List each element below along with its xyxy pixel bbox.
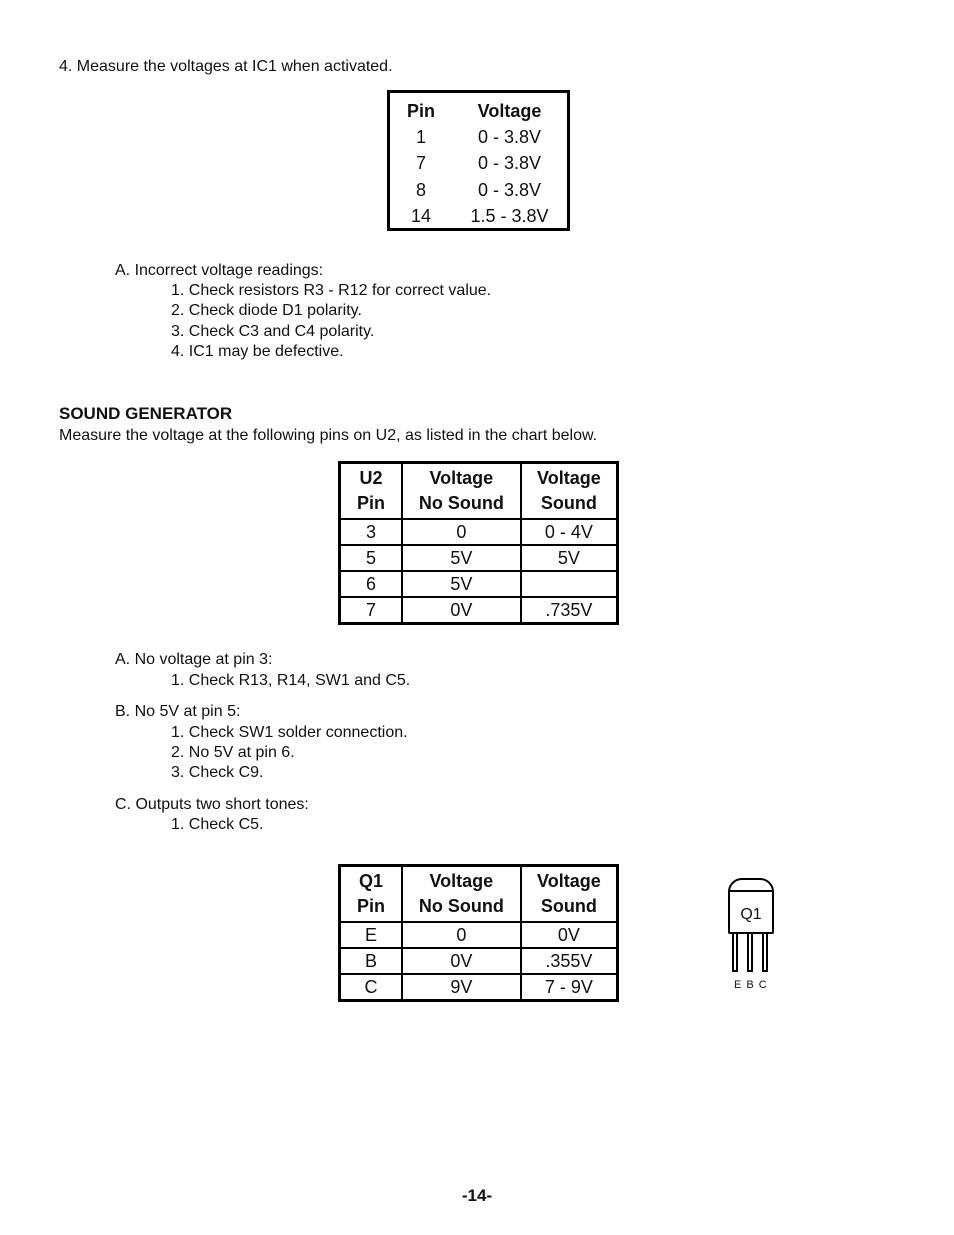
table-cell: 0V: [402, 597, 521, 624]
header-line: No Sound: [418, 896, 504, 916]
header-line: Pin: [356, 493, 385, 513]
u2-header-sound: [521, 463, 618, 520]
ic1-pin-cell: 14: [410, 206, 432, 226]
ic1-table-row: [390, 203, 567, 229]
ic1-voltage-cell: 0 - 3.8V: [477, 180, 542, 200]
table-cell: 0: [402, 922, 521, 948]
table-cell: 5V: [521, 545, 618, 571]
header-line: Sound: [540, 493, 597, 513]
u2-header-pin: [340, 463, 402, 520]
q1-table-header: [340, 866, 618, 923]
table-row: [340, 571, 618, 597]
table-row: [340, 948, 618, 974]
header-line: Sound: [540, 896, 597, 916]
u2-voltage-table: [338, 461, 619, 625]
q1-header-pin: [340, 866, 402, 923]
ic1-header-pin: Pin: [406, 101, 435, 121]
header-line: Voltage: [537, 468, 601, 488]
q1-header-sound: [521, 866, 618, 923]
table-cell: 7 - 9V: [521, 974, 618, 1001]
table-cell: 0: [402, 519, 521, 545]
ic1-voltage-cell: 0 - 3.8V: [477, 127, 542, 147]
step-4-instruction: 4. Measure the voltages at IC1 when activated.: [59, 58, 393, 75]
section-title-sound-generator: SOUND GENERATOR: [59, 404, 233, 423]
ic1-voltage-cell: 0 - 3.8V: [477, 153, 542, 173]
table-cell: B: [340, 948, 402, 974]
u2-troubleshoot-c-heading: C. Outputs two short tones:: [115, 796, 309, 813]
table-cell: 5: [340, 545, 402, 571]
u2-header-no-sound: [402, 463, 521, 520]
header-line: No Sound: [418, 493, 504, 513]
ic1-table-row: [390, 124, 567, 150]
table-cell: 9V: [402, 974, 521, 1001]
table-row: [340, 922, 618, 948]
table-cell: 0 - 4V: [521, 519, 618, 545]
ic1-table-header: [390, 98, 567, 124]
page-number: -14-: [461, 1186, 493, 1205]
header-line: U2: [359, 468, 383, 488]
table-cell: E: [340, 922, 402, 948]
ic1-pin-cell: 7: [415, 153, 426, 173]
u2-troubleshoot-a-heading: A. No voltage at pin 3:: [115, 651, 273, 668]
header-line: Voltage: [429, 871, 494, 891]
table-cell: .355V: [521, 948, 618, 974]
header-line: Q1: [358, 871, 383, 891]
table-cell: 0V: [402, 948, 521, 974]
header-line: Voltage: [537, 871, 601, 891]
sound-generator-intro: Measure the voltage at the following pins on U2, as listed in the chart below.: [59, 427, 598, 444]
q1-header-no-sound: [402, 866, 521, 923]
header-line: Pin: [356, 896, 385, 916]
table-cell: C: [340, 974, 402, 1001]
table-cell: 5V: [402, 571, 521, 597]
ic1-table-row: [390, 177, 567, 203]
transistor-leg-emitter: [732, 934, 738, 972]
header-line: Voltage: [429, 468, 494, 488]
ic1-table-row: [390, 150, 567, 176]
list-item: 1. Check SW1 solder connection.: [171, 724, 408, 741]
table-row: [340, 597, 618, 624]
ic1-troubleshoot-heading: A. Incorrect voltage readings:: [115, 262, 324, 279]
ic1-voltage-table: [387, 90, 570, 231]
transistor-leg-base: [747, 934, 753, 972]
table-cell: .735V: [521, 597, 618, 624]
table-row: [340, 545, 618, 571]
list-item: 2. Check diode D1 polarity.: [171, 302, 362, 319]
list-item: 1. Check resistors R3 - R12 for correct value.: [171, 282, 492, 299]
ic1-header-voltage: Voltage: [477, 101, 542, 121]
ic1-pin-cell: 8: [415, 180, 426, 200]
u2-troubleshoot-b-heading: B. No 5V at pin 5:: [115, 703, 241, 720]
list-item: 1. Check C5.: [171, 816, 264, 833]
table-cell: 5V: [402, 545, 521, 571]
list-item: 1. Check R13, R14, SW1 and C5.: [171, 672, 411, 689]
transistor-tab-line: [730, 890, 772, 892]
q1-voltage-table: [338, 864, 619, 1002]
table-row: [340, 519, 618, 545]
ic1-pin-cell: 1: [415, 127, 426, 147]
list-item: 4. IC1 may be defective.: [171, 343, 344, 360]
table-cell: 0V: [521, 922, 618, 948]
u2-table-header: [340, 463, 618, 520]
transistor-body-icon: [728, 878, 774, 934]
transistor-label: Q1: [740, 906, 762, 923]
transistor-pin-labels: E B C: [734, 979, 768, 991]
list-item: 3. Check C3 and C4 polarity.: [171, 323, 375, 340]
table-cell: 6: [340, 571, 402, 597]
list-item: 2. No 5V at pin 6.: [171, 744, 295, 761]
table-cell: 7: [340, 597, 402, 624]
table-cell: [521, 571, 618, 597]
ic1-voltage-cell: 1.5 - 3.8V: [470, 206, 549, 226]
table-cell: 3: [340, 519, 402, 545]
table-row: [340, 974, 618, 1001]
transistor-leg-collector: [762, 934, 768, 972]
list-item: 3. Check C9.: [171, 764, 264, 781]
